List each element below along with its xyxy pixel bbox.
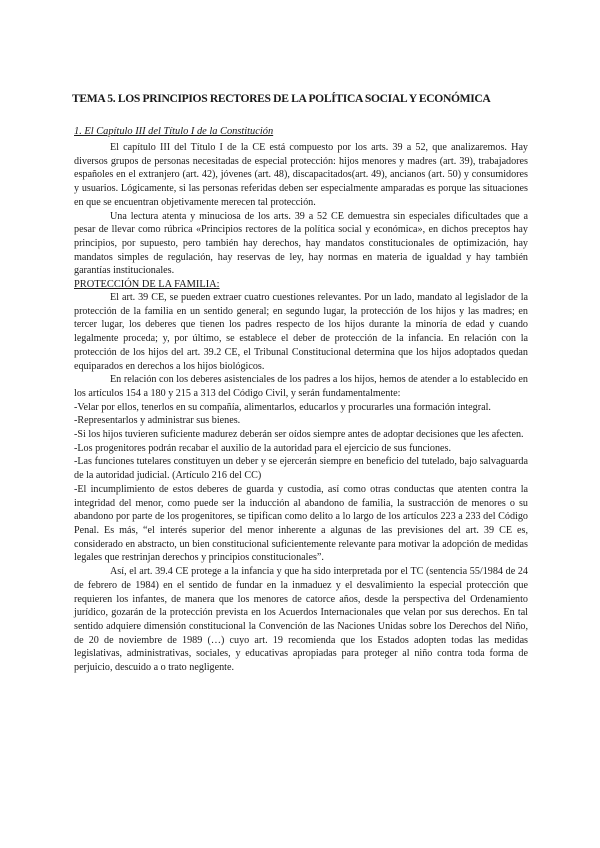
page-title: TEMA 5. LOS PRINCIPIOS RECTORES DE LA POLÍTICA SOCIAL Y ECONÓMICA: [72, 92, 491, 105]
list-item: -El incumplimiento de estos deberes de guarda y custodia, así como otras conductas que atenten contra la integridad del menor, como puede ser la inducción al abandono de familia, la sustracción de menores o su abandono por parte de los progenitores, se tipifican como delito a lo largo de los artículos 223 a 233 del Código Penal. Es más, “el interés superior del menor inherente a algunas de las previsiones del art. 39 CE es, considerado en abstracto, un bien constitucional suficientemente relevante para motivar la adopción de medidas legales que restrinjan derechos y principios constitucionales”.: [74, 483, 528, 564]
list-item: -Velar por ellos, tenerlos en su compañía, alimentarlos, educarlos y procurarles una formación integral.: [74, 401, 491, 413]
section-heading: 1. El Capítulo III del Título I de la Constitución: [74, 126, 274, 137]
final-paragraph: Así, el art. 39.4 CE protege a la infancia y que ha sido interpretada por el TC (sentencia 55/1984 de 24 de febrero de 1984) en el sentido de fundar en la inmaduez y el desvalimiento la especial protección que requieren los infantes, de manera que los menores de catorce años, desde la perspectiva del Ordenamiento jurídico, gozarán de la protección prevista en los Acuerdos Internacionales que velan por sus derechos. En tal sentido adquiere dimensión constitucional la Convención de las Naciones Unidas sobre los Derechos del Niño, de 20 de noviembre de 1989 (…) cuyo art. 19 recomienda que los Estados adopten todas las medidas legislativas, administrativas, sociales, y educativas apropiadas para proteger al niño contra toda forma de perjuicio, descuido a o trato negligente.: [74, 566, 528, 674]
family-paragraph-1: El art. 39 CE, se pueden extraer cuatro cuestiones relevantes. Por un lado, mandato al legislador de la protección de la familia en un sentido general; en segundo lugar, la protección de los hijos y las madres; en tercer lugar, los deberes que tienen los padres respecto de los hijos durante la minoría de edad y cuando legalmente proceda; y, por último, se establece el deber de protección de la infancia. En relación con la protección de los hijos del art. 39.2 CE, el Tribunal Constitucional determina que los hijos adoptados quedan equiparados en derechos a los hijos biológicos.: [74, 292, 528, 372]
list-item: -Los progenitores podrán recabar el auxilio de la autoridad para el ejercicio de sus funciones.: [74, 442, 452, 454]
list-item: -Si los hijos tuvieren suficiente madurez deberán ser oídos siempre antes de adoptar decisiones que les afecten.: [74, 429, 524, 441]
family-paragraph-2: En relación con los deberes asistenciales de los padres a los hijos, hemos de atender a lo establecido en los artículos 154 a 180 y 215 a 313 del Código Civil, y serán fundamentalmente:: [74, 374, 528, 399]
list-item: -Representarlos y administrar sus bienes.: [74, 415, 241, 427]
list-item: -Las funciones tutelares constituyen un deber y se ejercerán siempre en beneficio del tutelado, bajo salvaguarda de la autoridad judicial. (Artículo 216 del CC): [74, 456, 528, 482]
intro-paragraph-1: El capítulo III del Título I de la CE está compuesto por los arts. 39 a 52, que analizaremos. Hay diversos grupos de personas necesitadas de especial protección: hijos menores y madres (art. 39), trabajadores españoles en el extranjero (art. 42), jóvenes (art. 48), discapacitados(art. 49), ancianos (art. 50) y consumidores y usuarios. Lógicamente, si las personas referidas deben ser especialmente amparadas es porque las situaciones en que se encuentran objetivamente merecen tal protección.: [74, 142, 528, 208]
family-subheading: PROTECCIÓN DE LA FAMILIA:: [74, 279, 220, 291]
intro-paragraph-2: Una lectura atenta y minuciosa de los arts. 39 a 52 CE demuestra sin especiales dificultades que a pesar de llevar como rúbrica «Principios rectores de la política social y económica», en dichos preceptos hay principios, por supuesto, pero también hay derechos, hay mandatos constitucionales de optimización, hay mandatos simples de regulación, hay reservas de ley, hay normas en materia de igualdad y hay también garantías institucionales.: [74, 210, 528, 277]
